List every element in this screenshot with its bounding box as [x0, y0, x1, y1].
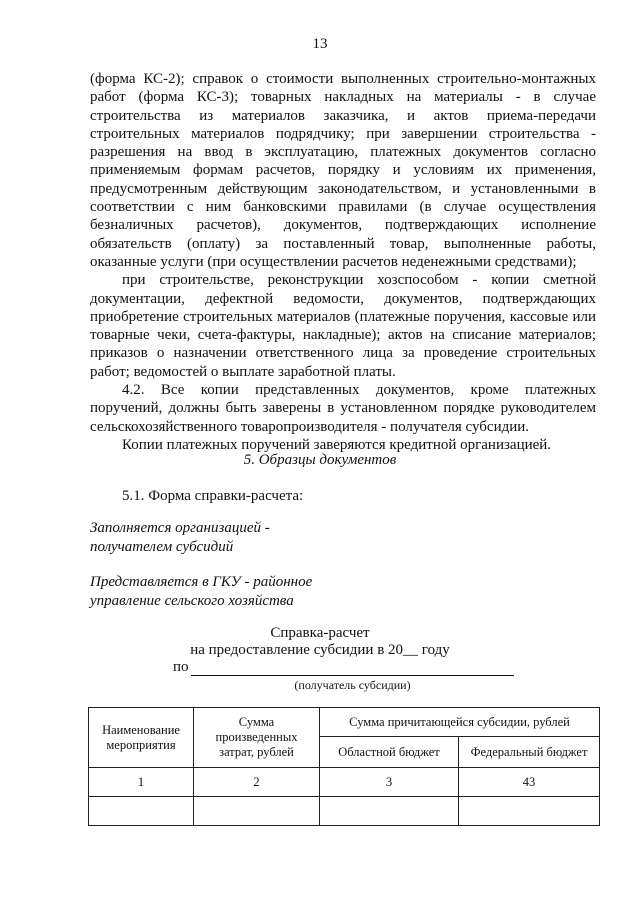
- header-regional-budget: Областной бюджет: [320, 737, 459, 768]
- table-row-numbering: [89, 768, 600, 797]
- table-cell: 2: [194, 768, 320, 797]
- table-row-empty: [89, 797, 600, 826]
- note-filled-by-line2: получателем субсидий: [90, 539, 234, 555]
- table-cell: 43: [459, 768, 600, 797]
- form-label: 5.1. Форма справки-расчета:: [122, 488, 304, 504]
- paragraph-certification: 4.2. Все копии представленных документов, кроме платежных поручений, должны быть заверены в установленном порядке руководителем сельскохозяйственного товаропроизводителя - получателя субсидии.: [90, 382, 596, 435]
- recipient-blank-line: [191, 675, 514, 676]
- subsidy-table: [88, 707, 600, 826]
- header-federal-budget: Федеральный бюджет: [459, 737, 600, 768]
- page-number: 13: [312, 36, 328, 52]
- table-cell: [459, 797, 600, 826]
- table-cell: 1: [89, 768, 194, 797]
- table-cell: [320, 797, 459, 826]
- paragraph-documents-list: (форма КС-2); справок о стоимости выполненных строительно-монтажных работ (форма КС-3); товарных накладных на материалы - в случае строительства из материалов заказчика, и актов приема-передачи строительных материалов подрядчику; при завершении строительства - разрешения на ввод в эксплуатацию, платежных документов согласно применяемым формам расчетов, порядку и условиям их применения, предусмотренным действующим законодательством, и установленными в соответствии с ним банковскими правилами (в случае осуществления безналичных расчетов), документов, подтверждающих исполнение обязательств (оплату) за поставленный товар, выполненные работы, оказанные услуги (при осуществлении расчетов неденежными средствами);: [90, 71, 596, 270]
- recipient-prefix: по: [173, 659, 189, 675]
- section-heading: 5. Образцы документов: [243, 452, 397, 468]
- note-submitted-to-line1: Представляется в ГКУ - районное: [90, 574, 313, 590]
- note-filled-by: [90, 519, 270, 557]
- paragraph-payment-orders: Копии платежных поручений заверяются кредитной организацией.: [122, 436, 552, 453]
- table-cell: [89, 797, 194, 826]
- note-submitted-to-line2: управление сельского хозяйства: [90, 593, 294, 609]
- note-submitted-to: [90, 573, 312, 611]
- table-cell: 3: [320, 768, 459, 797]
- header-subsidy-due: Сумма причитающейся субсидии, рублей: [320, 708, 600, 737]
- header-activity: Наименование мероприятия: [89, 708, 194, 768]
- recipient-caption: (получатель субсидии): [294, 678, 411, 692]
- certificate-title: Справка-расчет: [270, 625, 370, 641]
- body-text: [90, 70, 596, 454]
- note-filled-by-line1: Заполняется организацией -: [90, 520, 270, 536]
- table-cell: [194, 797, 320, 826]
- header-costs: Сумма произведенных затрат, рублей: [194, 708, 320, 768]
- certificate-subtitle: на предоставление субсидии в 20__ году: [190, 642, 450, 658]
- paragraph-own-construction: при строительстве, реконструкции хозспособом - копии сметной документации, дефектной ведомости, документов, подтверждающих приобретение строительных материалов (платежные поручения, кассовые или товарные чеки, счета-фактуры, накладные); актов на списание материалов; приказов о назначении ответственного лица за проведение строительных работ; ведомостей о выплате заработной платы.: [90, 272, 596, 380]
